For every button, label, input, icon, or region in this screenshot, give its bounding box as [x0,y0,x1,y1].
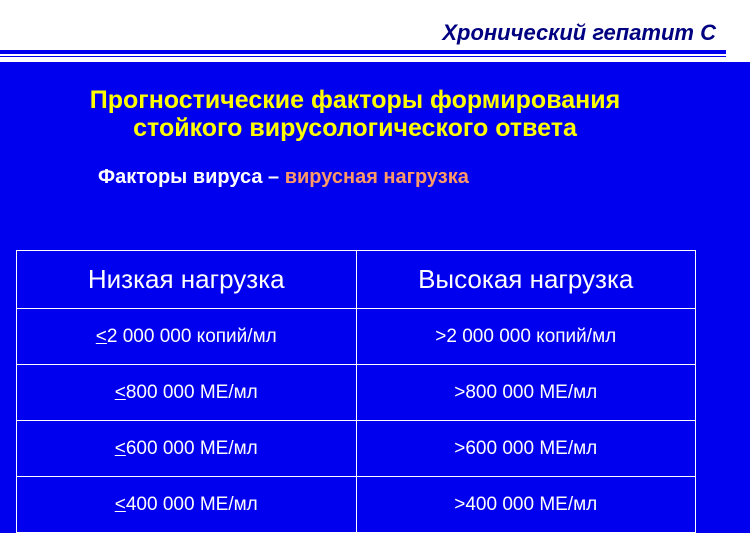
low-load-cell [17,477,357,533]
low-load-cell [17,421,357,477]
low-load-value: 600 000 МЕ/мл [125,437,258,459]
slide-title [0,86,710,142]
high-load-value: 800 000 МЕ/мл [465,381,598,403]
table-row [17,309,696,365]
high-load-cell [356,477,696,533]
greater-sign: > [454,381,466,403]
less-or-equal-sign: < [114,381,126,403]
table-row [17,421,696,477]
less-or-equal-sign: < [114,493,126,515]
high-load-value: 600 000 МЕ/мл [465,437,598,459]
low-load-value: 2 000 000 копий/мл [106,325,277,347]
high-load-cell [356,421,696,477]
less-or-equal-sign: < [95,325,107,347]
header-high-load: Высокая нагрузка [356,251,696,309]
high-load-cell [356,365,696,421]
slide-header [0,0,750,62]
subtitle-accent: вирусная нагрузка [284,166,469,188]
greater-sign: > [435,325,447,347]
high-load-cell [356,309,696,365]
subtitle-lead: Факторы вируса – [98,166,285,188]
header-low-load: Низкая нагрузка [17,251,357,309]
low-load-cell [17,365,357,421]
header-divider [0,50,726,54]
slide-subtitle [98,166,469,189]
slide-title-line-2: стойкого вирусологического ответа [133,114,577,142]
header-title: Хронический гепатит С [442,20,716,45]
low-load-value: 400 000 МЕ/мл [125,493,258,515]
table-row [17,365,696,421]
high-load-value: 2 000 000 копий/мл [446,325,617,347]
low-load-cell [17,309,357,365]
header-divider-thin [0,56,726,57]
viral-load-table [16,250,696,533]
greater-sign: > [454,437,466,459]
greater-sign: > [454,493,466,515]
slide-title-line-1: Прогностические факторы формирования [89,86,621,114]
low-load-value: 800 000 МЕ/мл [125,381,258,403]
less-or-equal-sign: < [114,437,126,459]
table-header-row [17,251,696,309]
high-load-value: 400 000 МЕ/мл [465,493,598,515]
table-row [17,477,696,533]
